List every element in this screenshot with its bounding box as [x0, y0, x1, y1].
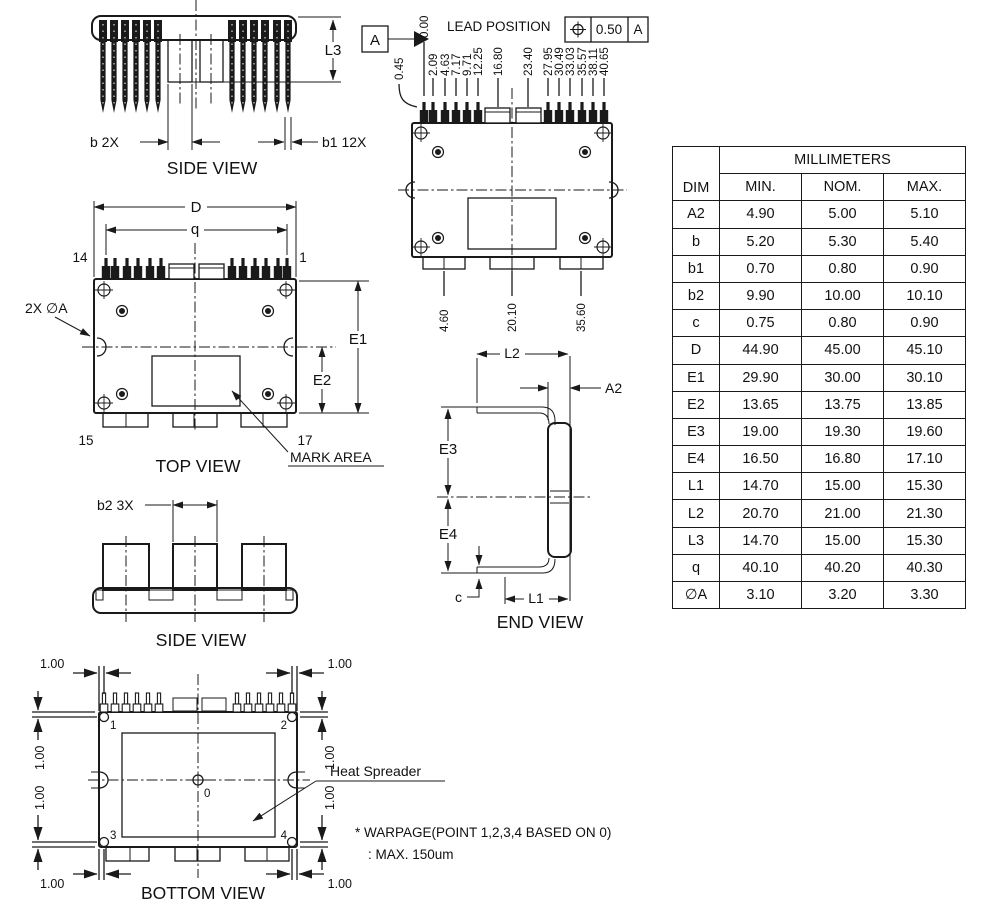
- mark-area-label: MARK AREA: [290, 449, 372, 465]
- notes: [355, 825, 611, 862]
- pin-number-15: 15: [78, 433, 94, 448]
- cell-max: 19.60: [884, 418, 966, 445]
- warpage-note: * WARPAGE(POINT 1,2,3,4 BASED ON 0): [355, 825, 612, 840]
- lead-pos-label: 9.71: [462, 53, 474, 76]
- position-tolerance-icon: [570, 22, 586, 38]
- cell-dim: A2: [673, 201, 720, 228]
- col-header-dim: DIM: [673, 147, 720, 201]
- lead-pos-label: 27.95: [543, 47, 555, 76]
- offset-dim: 1.00: [40, 877, 65, 891]
- view-title-side-bottom: SIDE VIEW: [155, 630, 247, 650]
- cell-dim: D: [673, 337, 720, 364]
- end-view: [435, 345, 622, 632]
- cell-dim: L3: [673, 527, 720, 554]
- table-row: [673, 282, 966, 309]
- lead-pos-label: 0.45: [394, 57, 406, 80]
- cell-nom: 15.00: [802, 473, 884, 500]
- mark-area-rect: [152, 356, 240, 406]
- view-title-top: TOP VIEW: [155, 456, 241, 476]
- cell-min: 9.90: [720, 282, 802, 309]
- pin-number-17: 17: [297, 433, 313, 448]
- table-row: [673, 473, 966, 500]
- cell-max: 45.10: [884, 337, 966, 364]
- cell-nom: 40.20: [802, 554, 884, 581]
- cell-nom: 16.80: [802, 446, 884, 473]
- dim-label-a2: A2: [605, 380, 623, 396]
- cell-min: 16.50: [720, 446, 802, 473]
- cell-dim: ∅A: [673, 582, 720, 609]
- table-row: [673, 418, 966, 445]
- view-title-side-top: SIDE VIEW: [166, 158, 258, 178]
- offset-dim: 1.00: [327, 657, 352, 671]
- offset-dim: 1.00: [323, 785, 337, 810]
- cell-nom: 5.00: [802, 201, 884, 228]
- cell-max: 15.30: [884, 527, 966, 554]
- lead-pos-label: 4.63: [440, 53, 452, 76]
- lead-pos-label: 16.80: [493, 47, 505, 76]
- dim-label-q: q: [190, 221, 200, 238]
- lead-pos-label: 38.11: [588, 48, 600, 76]
- lead-pos-label: 35.57: [577, 47, 589, 76]
- dim-label-e2: E2: [312, 372, 332, 389]
- cell-max: 0.90: [884, 255, 966, 282]
- lead-pos-label: 30.49: [554, 47, 566, 76]
- datum-a-label: A: [369, 32, 381, 49]
- cell-min: 40.10: [720, 554, 802, 581]
- table-header-row: [673, 147, 966, 174]
- cell-min: 5.20: [720, 228, 802, 255]
- view-title-end: END VIEW: [496, 612, 584, 632]
- lead-pos-label: 0.00: [419, 15, 431, 38]
- cell-min: 20.70: [720, 500, 802, 527]
- heat-spreader-label: Heat Spreader: [330, 763, 422, 779]
- cell-nom: 45.00: [802, 337, 884, 364]
- offset-dim: 1.00: [33, 745, 47, 770]
- dim-label-e1: E1: [348, 331, 368, 348]
- cell-nom: 3.20: [802, 582, 884, 609]
- cell-min: 44.90: [720, 337, 802, 364]
- cell-nom: 5.30: [802, 228, 884, 255]
- dim-label-b: b 2X: [90, 134, 119, 150]
- top-view: [25, 199, 384, 476]
- unit-header: MILLIMETERS: [720, 147, 966, 174]
- table-row: [673, 255, 966, 282]
- cell-min: 4.90: [720, 201, 802, 228]
- cell-max: 5.10: [884, 201, 966, 228]
- cell-dim: E1: [673, 364, 720, 391]
- cell-dim: b2: [673, 282, 720, 309]
- dim-label-l1: L1: [528, 590, 544, 606]
- dimension-table: [672, 146, 966, 609]
- pin-number-1: 1: [299, 250, 307, 265]
- dim-label-d: D: [190, 199, 202, 216]
- warpage-point-2: 2: [280, 720, 287, 732]
- offset-dim: 1.00: [33, 785, 47, 810]
- cell-max: 15.30: [884, 473, 966, 500]
- cell-nom: 30.00: [802, 364, 884, 391]
- col-header-max: MAX.: [884, 174, 966, 201]
- table-row: [673, 446, 966, 473]
- lead-position-title: LEAD POSITION: [447, 19, 551, 34]
- cell-dim: b1: [673, 255, 720, 282]
- body-profile: [548, 423, 571, 557]
- cell-max: 5.40: [884, 228, 966, 255]
- dim-label-e4: E4: [438, 526, 458, 543]
- dim-label-l2: L2: [504, 345, 520, 361]
- cell-max: 13.85: [884, 391, 966, 418]
- bottom-view: [32, 657, 445, 903]
- cell-min: 3.10: [720, 582, 802, 609]
- col-header-min: MIN.: [720, 174, 802, 201]
- lead-pos-label: 33.03: [565, 47, 577, 76]
- cell-nom: 0.80: [802, 310, 884, 337]
- lead-pos-label: 23.40: [523, 47, 535, 76]
- tab-extension-lines: [444, 271, 581, 296]
- cell-min: 13.65: [720, 391, 802, 418]
- table-row: [673, 582, 966, 609]
- tab-pos-label: 35.60: [576, 303, 588, 332]
- cell-dim: L2: [673, 500, 720, 527]
- cell-dim: E4: [673, 446, 720, 473]
- top-lead: [441, 407, 555, 425]
- table-row: [673, 500, 966, 527]
- cell-nom: 15.00: [802, 527, 884, 554]
- cell-max: 21.30: [884, 500, 966, 527]
- lead-position-view: [362, 16, 648, 332]
- table-row: [673, 310, 966, 337]
- warpage-max-note: : MAX. 150um: [368, 847, 454, 862]
- cell-min: 14.70: [720, 527, 802, 554]
- cell-dim: E2: [673, 391, 720, 418]
- lead-pos-label: 2.09: [428, 53, 440, 76]
- lead-pos-label: 40.65: [599, 47, 611, 76]
- dim-label-c: c: [455, 589, 462, 605]
- warpage-point-4: 4: [280, 830, 287, 842]
- cell-nom: 21.00: [802, 500, 884, 527]
- cell-nom: 10.00: [802, 282, 884, 309]
- dim-label-e3: E3: [438, 441, 458, 458]
- cell-dim: E3: [673, 418, 720, 445]
- cell-min: 19.00: [720, 418, 802, 445]
- side-view-bottom: [93, 497, 297, 650]
- cell-max: 17.10: [884, 446, 966, 473]
- side-view-top: [90, 0, 367, 178]
- cell-min: 14.70: [720, 473, 802, 500]
- col-header-nom: NOM.: [802, 174, 884, 201]
- cell-max: 10.10: [884, 282, 966, 309]
- view-title-bottom: BOTTOM VIEW: [140, 883, 266, 903]
- cell-nom: 19.30: [802, 418, 884, 445]
- cell-max: 0.90: [884, 310, 966, 337]
- warpage-point-3: 3: [110, 830, 117, 842]
- cell-min: 29.90: [720, 364, 802, 391]
- warpage-point-1: 1: [110, 720, 117, 732]
- pins-top-view: [102, 258, 291, 279]
- tab-pos-label: 20.10: [507, 303, 519, 332]
- cell-max: 3.30: [884, 582, 966, 609]
- dim-label-b1: b1 12X: [322, 134, 367, 150]
- table-row: [673, 228, 966, 255]
- cell-dim: q: [673, 554, 720, 581]
- cell-nom: 13.75: [802, 391, 884, 418]
- table-row: [673, 364, 966, 391]
- offset-dim: 1.00: [327, 877, 352, 891]
- table-row: [673, 337, 966, 364]
- dim-label-b2: b2 3X: [97, 497, 134, 513]
- table-row: [673, 391, 966, 418]
- tab-pos-label: 4.60: [439, 309, 451, 332]
- warpage-point-0: 0: [204, 788, 211, 800]
- cell-max: 30.10: [884, 364, 966, 391]
- pin-number-14: 14: [72, 250, 88, 265]
- cell-min: 0.75: [720, 310, 802, 337]
- offset-dim: 1.00: [323, 745, 337, 770]
- cell-dim: c: [673, 310, 720, 337]
- cell-min: 0.70: [720, 255, 802, 282]
- lead-pos-label: 7.17: [451, 53, 463, 76]
- fcf-tolerance: 0.50: [595, 22, 623, 37]
- bottom-lead: [441, 559, 555, 573]
- cell-dim: L1: [673, 473, 720, 500]
- table-row: [673, 554, 966, 581]
- offset-dim: 1.00: [40, 657, 65, 671]
- dim-label-holes: 2X ∅A: [25, 300, 68, 316]
- fcf-datum: A: [633, 22, 643, 37]
- pins-lead-view: [420, 102, 608, 123]
- cell-dim: b: [673, 228, 720, 255]
- cell-max: 40.30: [884, 554, 966, 581]
- dim-label-l3: L3: [324, 42, 342, 59]
- table-row: [673, 527, 966, 554]
- feature-control-frame: [565, 17, 648, 42]
- cell-nom: 0.80: [802, 255, 884, 282]
- table-row: [673, 201, 966, 228]
- lead-pos-label: 12.25: [473, 47, 485, 76]
